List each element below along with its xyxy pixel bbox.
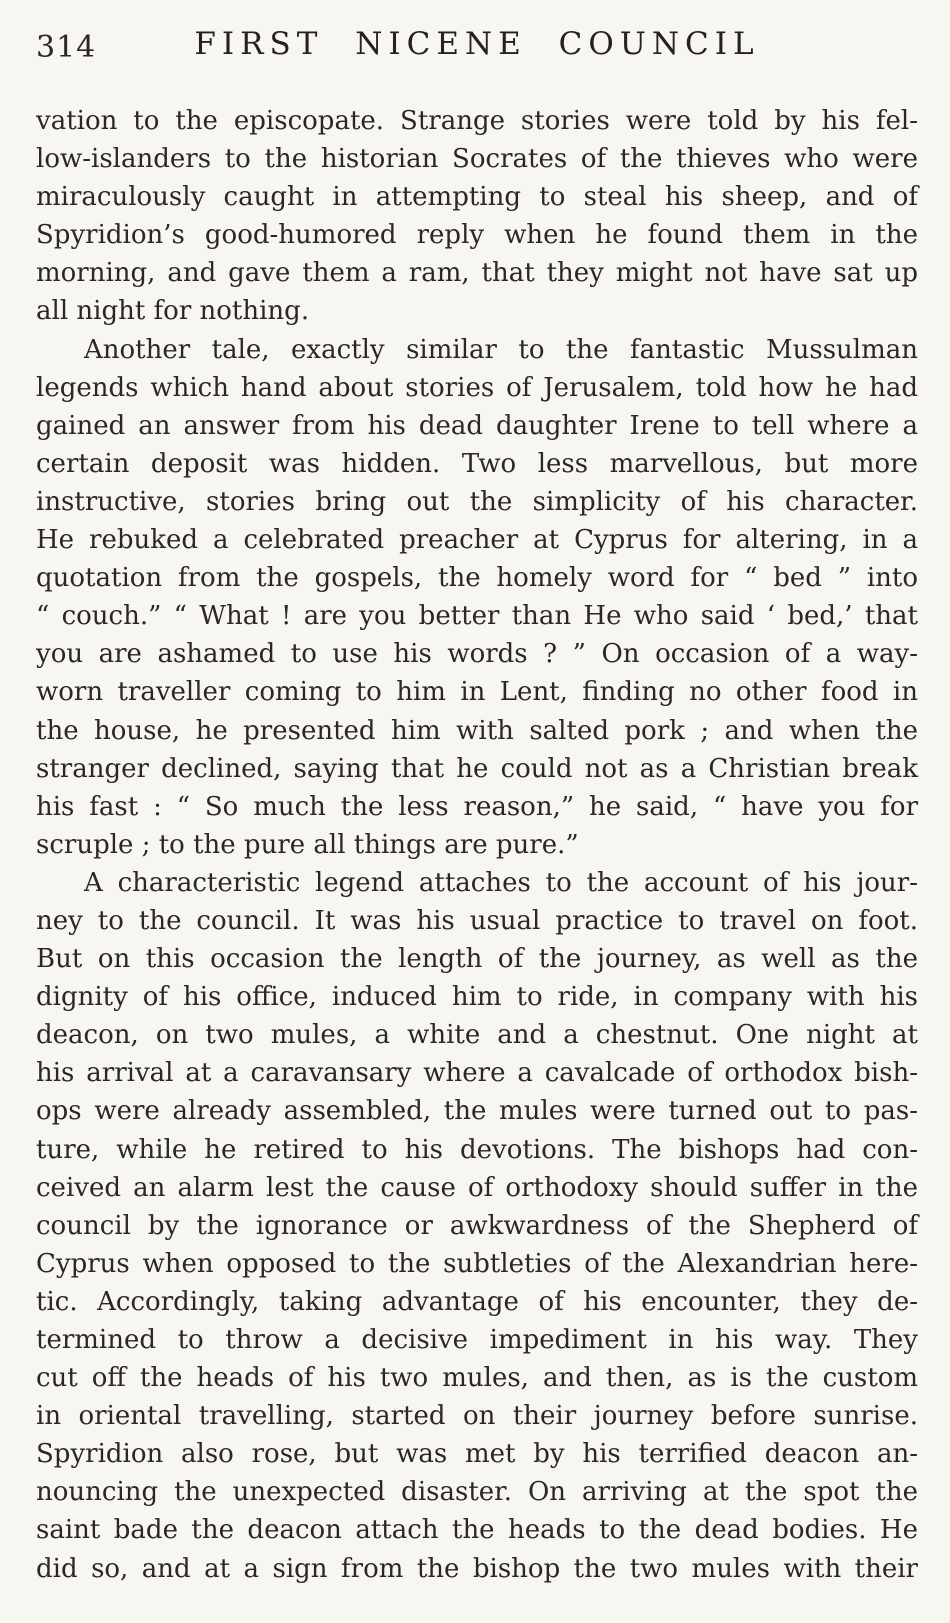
- text-line: legends which hand about stories of Jerusalem, told how he had: [36, 372, 918, 403]
- text-line: vation to the episcopate. Strange stories were told by his fel-: [36, 106, 918, 136]
- running-header-title: FIRST NICENE COUNCIL: [194, 26, 760, 62]
- text-line: miraculously caught in attempting to steal his sheep, and of: [36, 182, 918, 213]
- text-line: deacon, on two mules, a white and a chestnut. One night at: [36, 1020, 918, 1051]
- text-line: the house, he presented him with salted pork ; and when the: [36, 715, 918, 746]
- text-line: all night for nothing.: [36, 296, 310, 327]
- text-line: gained an answer from his dead daughter Irene to tell where a: [36, 410, 918, 441]
- text-line: Another tale, exactly similar to the fantastic Mussulman: [84, 334, 918, 365]
- text-line: ceived an alarm lest the cause of orthodoxy should suffer in the: [36, 1172, 918, 1203]
- paragraph: [36, 331, 918, 864]
- text-line: dignity of his office, induced him to ride, in company with his: [36, 982, 918, 1013]
- text-line: worn traveller coming to him in Lent, finding no other food in: [36, 677, 918, 708]
- text-line: ops were already assembled, the mules were turned out to pas-: [36, 1096, 918, 1127]
- text-line: his fast : “ So much the less reason,” he said, “ have you for: [36, 791, 918, 822]
- text-line: scruple ; to the pure all things are pure.”: [36, 829, 579, 860]
- paragraph: [36, 102, 918, 331]
- text-line: you are ashamed to use his words ? ” On occasion of a way-: [36, 639, 918, 670]
- text-line: quotation from the gospels, the homely word for “ bed ” into: [36, 563, 918, 594]
- text-line: nouncing the unexpected disaster. On arriving at the spot the: [36, 1477, 918, 1508]
- text-line: morning, and gave them a ram, that they might not have sat up: [36, 258, 918, 289]
- text-line: Cyprus when opposed to the subtleties of the Alexandrian here-: [36, 1248, 918, 1279]
- text-line: his arrival at a caravansary where a cavalcade of orthodox bish-: [36, 1058, 918, 1089]
- running-head: [36, 26, 918, 78]
- text-line: Spyridion also rose, but was met by his terrified deacon an-: [36, 1439, 918, 1470]
- text-line: termined to throw a decisive impediment in his way. They: [36, 1325, 918, 1355]
- text-line: certain deposit was hidden. Two less marvellous, but more: [36, 448, 918, 479]
- text-line: saint bade the deacon attach the heads to the dead bodies. He: [36, 1515, 918, 1546]
- text-line: He rebuked a celebrated preacher at Cyprus for altering, in a: [36, 525, 918, 556]
- text-line: ture, while he retired to his devotions. The bishops had con-: [36, 1134, 918, 1165]
- page-number: 314: [36, 30, 97, 65]
- text-line: low-islanders to the historian Socrates of the thieves who were: [36, 144, 918, 175]
- text-line: But on this occasion the length of the journey, as well as the: [36, 944, 918, 975]
- page-body: [36, 102, 918, 1588]
- text-line: council by the ignorance or awkwardness of the Shepherd of: [36, 1210, 918, 1241]
- text-line: tic. Accordingly, taking advantage of his encounter, they de-: [36, 1286, 918, 1317]
- text-line: “ couch.” “ What ! are you better than He who said ‘ bed,’ that: [36, 601, 918, 632]
- text-line: did so, and at a sign from the bishop the two mules with their: [36, 1553, 918, 1584]
- text-line: Spyridion’s good-humored reply when he found them in the: [36, 220, 918, 251]
- text-line: stranger declined, saying that he could not as a Christian break: [36, 753, 918, 784]
- text-line: A characteristic legend attaches to the account of his jour-: [84, 867, 918, 898]
- text-line: ney to the council. It was his usual practice to travel on foot.: [36, 905, 918, 936]
- text-line: cut off the heads of his two mules, and then, as is the custom: [36, 1363, 918, 1394]
- text-line: instructive, stories bring out the simplicity of his character.: [36, 486, 918, 517]
- paragraph: [36, 864, 918, 1588]
- text-line: in oriental travelling, started on their journey before sunrise.: [36, 1401, 918, 1432]
